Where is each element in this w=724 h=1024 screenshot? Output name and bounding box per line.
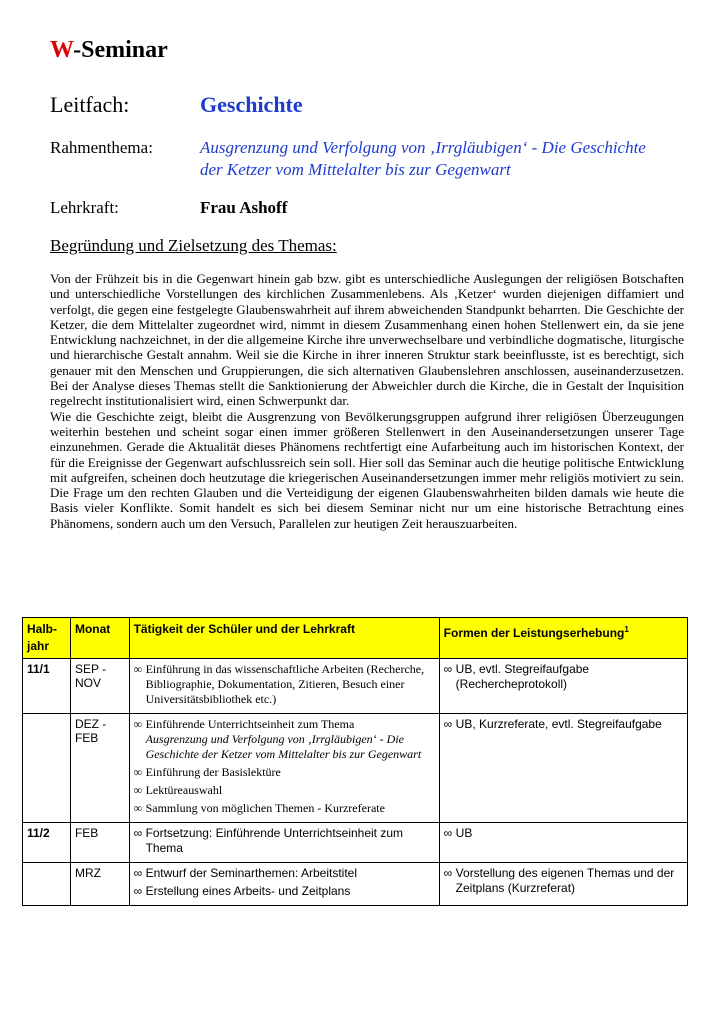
- bullet-main-text: UB: [455, 826, 473, 840]
- leitfach-row: [50, 88, 684, 122]
- bullet-icon: ∞: [443, 866, 453, 880]
- title-rest: -Seminar: [73, 37, 168, 63]
- lehrkraft-label: Lehrkraft:: [50, 198, 119, 217]
- document-page: [50, 30, 684, 531]
- cell-formen: [439, 714, 687, 823]
- bullet-icon: ∞: [133, 801, 143, 815]
- activity-item: [134, 765, 435, 780]
- header-formen: [439, 618, 687, 659]
- bullet-icon: ∞: [133, 717, 143, 731]
- bullet-subtext: Ausgrenzung und Verfolgung von ‚Irrgläubigen‘ - Die Geschichte der Ketzer vom Mittelalter bis zur Gegenwart: [145, 732, 422, 761]
- table-row: [23, 863, 688, 906]
- bullet-icon: ∞: [133, 884, 143, 898]
- cell-formen: [439, 823, 687, 863]
- body-text: [50, 271, 684, 531]
- bullet-icon: ∞: [443, 826, 453, 840]
- header-taetigkeit: Tätigkeit der Schüler und der Lehrkraft: [129, 618, 439, 659]
- table-row: [23, 714, 688, 823]
- paragraph: Wie die Geschichte zeigt, bleibt die Ausgrenzung von Bevölkerungsgruppen aufgrund ihrer religiösen Überzeugungen weiterhin bestehen und scheint sogar einen immer größeren Stellenwert in den Auseinandersetzungen unserer Tage einzunehmen. Gerade die Aktualität dieses Phänomens rechtfertigt eine Aufarbeitung auch im historischen Kontext, der für die Ereignisse der Gegenwart aufschlussreich sein soll. Hier soll das Seminar auch die heutige politische Entwicklung mit aufgreifen, scheinen doch heutzutage die kriegerischen Auseinandersetzungen immer mehr religiös motiviert zu sein. Die Frage um den rechten Glauben und die Verteidigung der eigenen Glaubenswahrheiten bilden damals wie heute die Basis vieler Konflikte. Somit handelt es sich bei diesem Seminar nicht nur um eine historische Betrachtung eines Phänomens, sondern auch um den Versuch, Parallelen zur heutigen Zeit herauszuarbeiten.: [50, 408, 684, 531]
- bullet-text: [146, 765, 281, 780]
- cell-monat: SEP - NOV: [70, 659, 129, 714]
- bullet-main-text: Vorstellung des eigenen Themas und der Zeitplans (Kurzreferat): [455, 866, 675, 895]
- formen-item: [444, 866, 683, 896]
- page-title: [50, 30, 684, 70]
- activity-item: [134, 717, 435, 762]
- bullet-text: [146, 866, 357, 881]
- cell-monat: MRZ: [70, 863, 129, 906]
- bullet-text: [146, 717, 435, 762]
- cell-formen: [439, 863, 687, 906]
- bullet-text: [456, 662, 683, 692]
- bullet-text: [456, 866, 683, 896]
- lehrkraft-row: [50, 198, 684, 218]
- cell-monat: FEB: [70, 823, 129, 863]
- cell-taetigkeit: [129, 823, 439, 863]
- formen-item: [444, 717, 683, 732]
- bullet-icon: ∞: [133, 866, 143, 880]
- lehrkraft-value: Frau Ashoff: [200, 198, 288, 217]
- bullet-text: [456, 826, 473, 841]
- bullet-icon: ∞: [133, 662, 143, 676]
- cell-halbjahr: [23, 863, 71, 906]
- activity-item: [134, 826, 435, 856]
- bullet-main-text: Einführende Unterrichtseinheit zum Thema: [145, 717, 355, 731]
- bullet-text: [146, 662, 435, 707]
- bullet-icon: ∞: [133, 826, 143, 840]
- header-formen-label: Formen der Leistungserhebung: [443, 626, 625, 640]
- bullet-main-text: UB, Kurzreferate, evtl. Stegreifaufgabe: [455, 717, 662, 731]
- rahmenthema-label: Rahmenthema:: [50, 138, 153, 157]
- cell-halbjahr: [23, 714, 71, 823]
- paragraph: Von der Frühzeit bis in die Gegenwart hinein gab bzw. gibt es unterschiedliche Auslegungen der religiösen Botschaften und unterschiedliche Vorstellungen des kirchlichen Zusammenlebens. Als ‚Ketzer‘ wurden diejenigen diffamiert und verfolgt, die gegen eine festgelegte Glaubenswahrheit auf ihrem abweichenden Standpunkt beharrten. Die Geschichte der Ketzer, die dem Mittelalter zugeordnet wird, nimmt in diesem Zusammenhang einen hohen Stellenwert ein, da sie jene Entwicklung nachzeichnet, in der die allgemeine Kirche ihre unverwechselbare und verbindliche dogmatische, liturgische und hierarchische Gestalt annahm. Weil sie die Kirche in ihrer inneren Struktur stark beeinflusste, ist es berechtigt, sich genauer mit den Menschen und Gruppierungen, die sich alternativen Glaubenslehren anschlossen, auseinanderzusetzen. Bei der Analyse dieses Themas stellt die Sanktionierung der Abweichler durch die Kirche, die in Gestalt der Inquisition regelrecht institutionalisiert wird, einen Schwerpunkt dar.: [50, 271, 684, 409]
- cell-taetigkeit: [129, 714, 439, 823]
- bullet-text: [146, 783, 223, 798]
- cell-taetigkeit: [129, 659, 439, 714]
- table-header-row: [23, 618, 688, 659]
- bullet-icon: ∞: [443, 662, 453, 676]
- activity-item: [134, 783, 435, 798]
- leitfach-value: Geschichte: [200, 92, 303, 117]
- bullet-main-text: Entwurf der Seminarthemen: Arbeitstitel: [145, 866, 357, 880]
- table-row: [23, 659, 688, 714]
- cell-taetigkeit: [129, 863, 439, 906]
- table-row: [23, 823, 688, 863]
- activity-item: [134, 662, 435, 707]
- activity-item: [134, 866, 435, 881]
- footnote-marker: 1: [624, 625, 629, 634]
- seminar-plan-table: [22, 617, 688, 906]
- bullet-main-text: Einführung der Basislektüre: [145, 765, 281, 779]
- bullet-main-text: Sammlung von möglichen Themen - Kurzreferate: [145, 801, 385, 815]
- bullet-text: [146, 826, 435, 856]
- bullet-icon: ∞: [443, 717, 453, 731]
- header-halbjahr: Halb-jahr: [23, 618, 71, 659]
- cell-halbjahr: 11/2: [23, 823, 71, 863]
- bullet-main-text: Einführung in das wissenschaftliche Arbeiten (Recherche, Bibliographie, Dokumentation, Zitieren, Besuch einer Universitätsbibliothek etc.): [145, 662, 425, 706]
- bullet-main-text: Erstellung eines Arbeits- und Zeitplans: [145, 884, 351, 898]
- rahmenthema-value: Ausgrenzung und Verfolgung von ‚Irrgläubigen‘ - Die Geschichte der Ketzer vom Mittelalter bis zur Gegenwart: [200, 138, 646, 179]
- activity-item: [134, 884, 435, 899]
- bullet-main-text: Lektüreauswahl: [145, 783, 223, 797]
- bullet-text: [146, 884, 351, 899]
- cell-formen: [439, 659, 687, 714]
- leitfach-label: Leitfach:: [50, 92, 130, 117]
- bullet-text: [456, 717, 662, 732]
- bullet-icon: ∞: [133, 783, 143, 797]
- bullet-main-text: Fortsetzung: Einführende Unterrichtseinheit zum Thema: [145, 826, 404, 855]
- formen-item: [444, 662, 683, 692]
- cell-monat: DEZ - FEB: [70, 714, 129, 823]
- title-w: W: [50, 37, 74, 63]
- cell-halbjahr: 11/1: [23, 659, 71, 714]
- formen-item: [444, 826, 683, 841]
- activity-item: [134, 801, 435, 816]
- bullet-main-text: UB, evtl. Stegreifaufgabe (Rechercheprotokoll): [455, 662, 590, 691]
- header-monat: Monat: [70, 618, 129, 659]
- rahmenthema-row: [50, 137, 684, 181]
- section-heading: Begründung und Zielsetzung des Themas:: [50, 236, 337, 255]
- bullet-text: [146, 801, 385, 816]
- bullet-icon: ∞: [133, 765, 143, 779]
